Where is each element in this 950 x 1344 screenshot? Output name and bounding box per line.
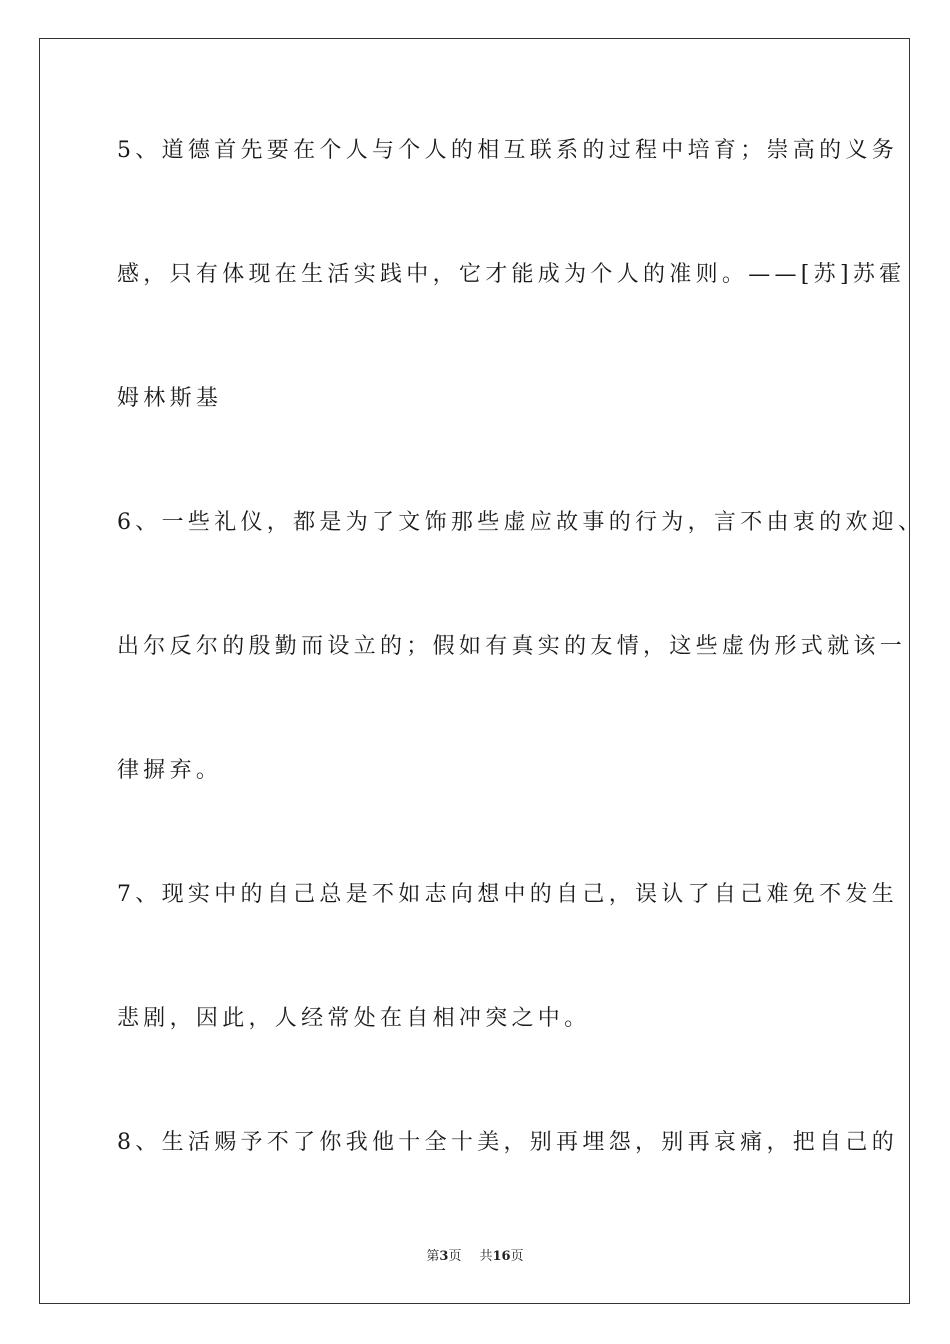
text-line: 律摒弃。	[117, 758, 223, 783]
text-line: 8、生活赐予不了你我他十全十美，别再埋怨，别再哀痛，把自己的	[117, 1130, 898, 1155]
page-total: 16	[492, 1249, 511, 1264]
total-prefix: 共	[479, 1249, 493, 1264]
text-line: 7、现实中的自己总是不如志向想中的自己，误认了自己难免不发生	[117, 882, 898, 907]
page-prefix: 第	[426, 1249, 440, 1264]
text-line: 感，只有体现在生活实践中，它才能成为个人的准则。——[苏]苏霍	[117, 262, 906, 287]
total-suffix: 页	[510, 1249, 524, 1264]
page-current: 3	[439, 1249, 449, 1264]
text-line: 悲剧，因此，人经常处在自相冲突之中。	[117, 1006, 591, 1031]
page-suffix: 页	[448, 1249, 462, 1264]
page-border	[39, 38, 910, 1304]
text-line: 6、一些礼仪，都是为了文饰那些虚应故事的行为，言不由衷的欢迎、	[117, 510, 925, 535]
page-footer	[0, 1248, 950, 1266]
text-line: 姆林斯基	[117, 386, 223, 411]
text-line: 5、道德首先要在个人与个人的相互联系的过程中培育；崇高的义务	[117, 138, 898, 163]
text-line: 出尔反尔的殷勤而设立的；假如有真实的友情，这些虚伪形式就该一	[117, 634, 907, 659]
